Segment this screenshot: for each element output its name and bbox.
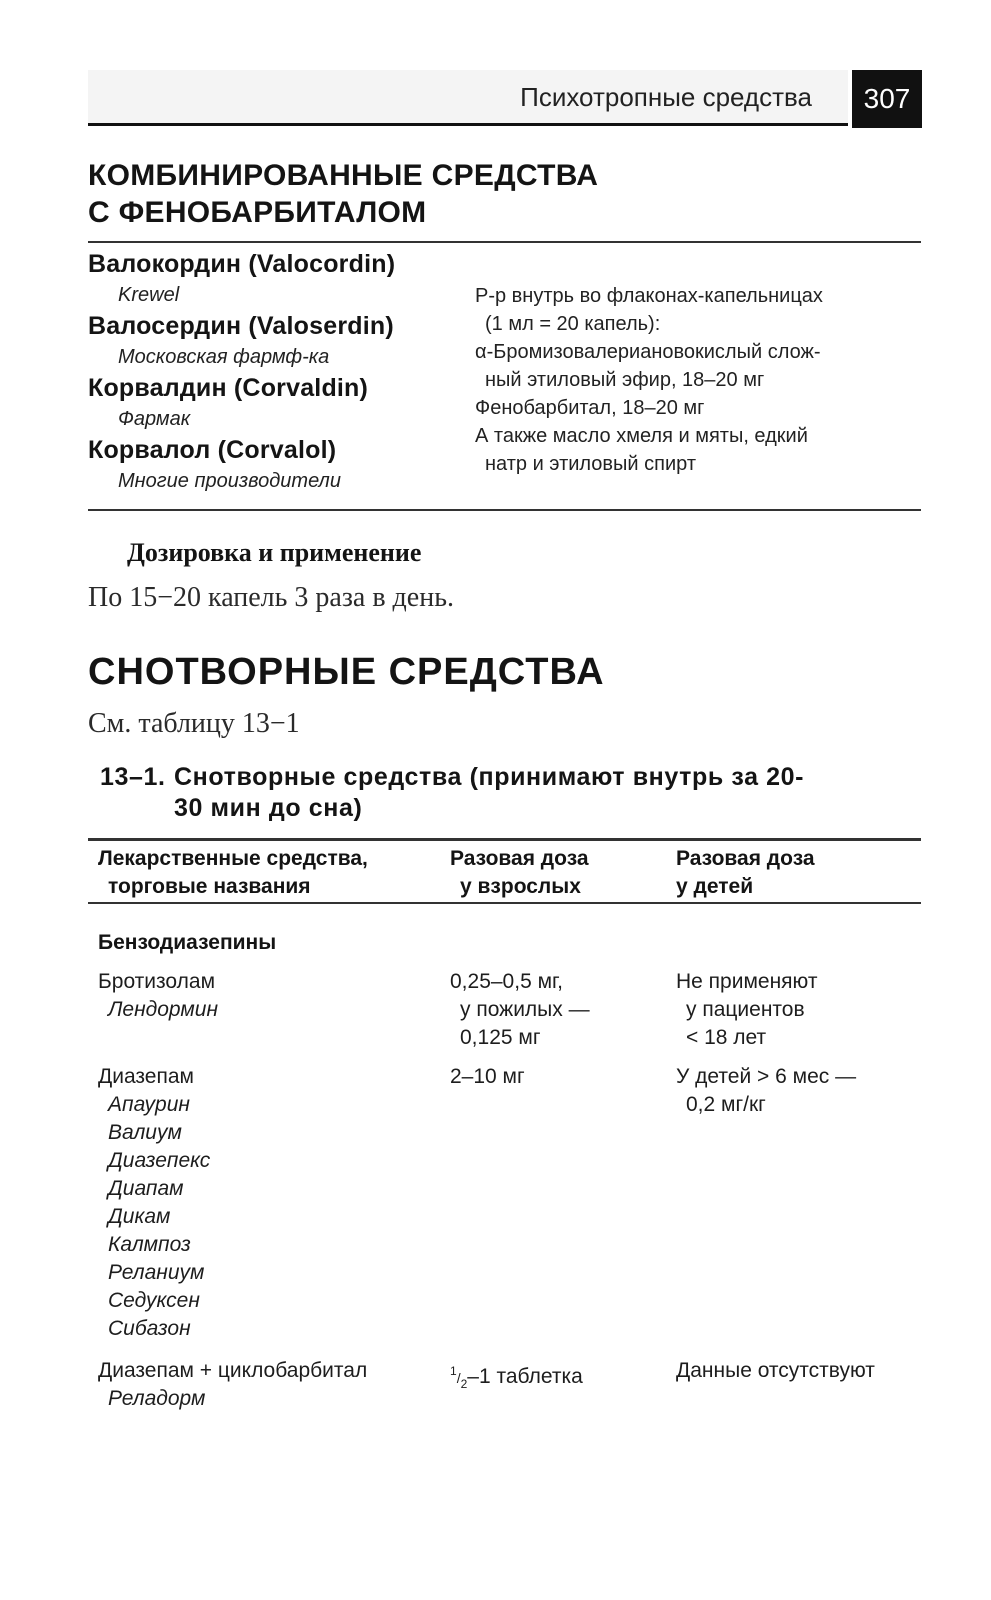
running-header [88,70,848,126]
trade-name: Реладорм [108,1387,206,1410]
column-header-line: у взрослых [460,875,581,898]
drug-maker: Krewel [118,284,180,306]
trade-name: Апаурин [108,1093,190,1116]
table-rule-header [88,902,921,904]
dose-line: 0,125 мг [460,1026,541,1049]
section-title-hypnotics: СНОТВОРНЫЕ СРЕДСТВА [88,651,605,693]
trade-name: Диазепекс [108,1149,211,1172]
table-row-child-dose [676,1063,856,1119]
dose-line: 0,2 мг/кг [686,1093,766,1116]
column-header-line: Разовая доза [676,847,815,870]
divider-bottom [88,509,921,511]
table-title [100,762,920,824]
drug-maker: Московская фармф-ка [118,346,330,368]
drug-name: Валокордин (Valocordin) [88,250,396,278]
trade-name: Реланиум [108,1261,205,1284]
trade-name: Калмпоз [108,1233,191,1256]
dose-line: –1 таблетка [467,1365,583,1388]
drug-name: Корвалол (Corvalol) [88,436,337,464]
composition-line: Фенобарбитал, 18–20 мг [475,397,705,419]
table-group-heading: Бензодиазепины [98,931,277,954]
column-header-line: у детей [676,875,754,898]
fraction-denominator: 2 [460,1377,468,1392]
dose-line: У детей > 6 мес — [676,1065,857,1088]
composition-line: α-Бромизовалериановокислый слож- [475,341,821,363]
table-row-adult-dose [450,1063,525,1091]
drug-generic-name: Диазепам [98,1065,194,1088]
table-row-drug [98,1357,367,1413]
column-header-line: торговые названия [108,875,311,898]
dose-line: 0,25–0,5 мг, [450,970,563,993]
section-title-line-1: КОМБИНИРОВАННЫЕ СРЕДСТВА [88,159,599,192]
drug-maker: Фармак [118,408,191,430]
trade-name: Лендормин [108,998,218,1021]
dose-line: < 18 лет [686,1026,767,1049]
composition-line: ный этиловый эфир, 18–20 мг [485,369,765,391]
dosage-text: По 15−20 капель 3 раза в день. [88,582,454,613]
trade-name: Сибазон [108,1317,191,1340]
drug-name: Корвалдин (Corvaldin) [88,374,369,402]
table-row-adult-dose [450,968,590,1052]
column-header-child-dose [676,845,815,901]
composition-line: натр и этиловый спирт [485,453,696,475]
drug-maker: Многие производители [118,470,341,492]
composition-line: Р-р внутрь во флаконах-капельницах [475,285,823,307]
composition-line: (1 мл = 20 капель): [485,313,661,335]
dose-line: у пациентов [686,998,805,1021]
dose-line: 2–10 мг [450,1065,525,1088]
page-number: 307 [852,70,922,128]
dose-line: у пожилых — [460,998,590,1021]
section-title-combined [88,157,908,231]
dosage-heading: Дозировка и применение [127,538,422,567]
trade-name: Дикам [108,1205,171,1228]
column-header-adult-dose [450,845,589,901]
trade-name: Диапам [108,1177,184,1200]
table-title-line-1: Снотворные средства (принимают внутрь за 20- [174,763,805,791]
composition-line: А также масло хмеля и мяты, едкий [475,425,808,447]
section-title-line-2: С ФЕНОБАРБИТАЛОМ [88,196,427,229]
drug-name: Валосердин (Valoserdin) [88,312,394,340]
divider-top [88,241,921,243]
table-row-drug [98,968,218,1024]
column-header-drug [98,845,368,901]
trade-name: Валиум [108,1121,182,1144]
drug-entry [88,248,468,310]
drug-entry [88,372,468,434]
drug-list [88,248,468,496]
drug-entry [88,310,468,372]
table-number: 13–1. [100,763,166,791]
table-row-child-dose [676,1357,875,1385]
table-rule-top [88,838,921,841]
table-row-adult-dose [450,1357,583,1398]
dose-line-fraction: $^1/_2-1$ таблетка [450,1364,583,1392]
composition-text [475,282,925,478]
see-table-reference: См. таблицу 13−1 [88,708,300,739]
drug-generic-name: Бротизолам [98,970,216,993]
trade-name: Седуксен [108,1289,200,1312]
column-header-line: Лекарственные средства, [98,847,368,870]
table-row-drug [98,1063,210,1343]
dose-line: Не применяют [676,970,818,993]
table-row-child-dose [676,968,817,1052]
running-title: Психотропные средства [520,82,812,112]
drug-generic-name: Диазепам + циклобарбитал [98,1359,368,1382]
dose-line: Данные отсутствуют [676,1359,875,1382]
table-title-line-2: 30 мин до сна) [174,794,363,822]
fraction-numerator: 1 [450,1364,457,1378]
column-header-line: Разовая доза [450,847,589,870]
drug-entry [88,434,468,496]
